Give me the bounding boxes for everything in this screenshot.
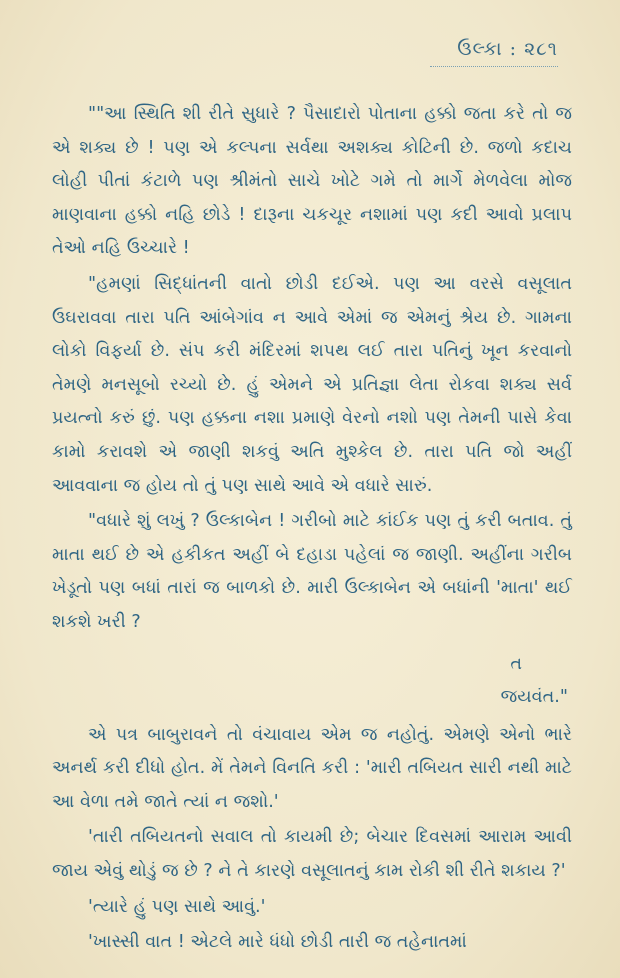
paragraph-3: "વધારે શું લખું ? ઉલ્કાબેન ! ગરીબો માટે કાંઈક પણ તું કરી બતાવ. તું માતા થઈ છે એ હકીકત અહીં બે દહાડા પહેલાં જ જાણી. અહીંના ગરીબ ખેડૂતો પણ બધાં તારાં જ બાળકો છે. મારી ઉલ્કાબેન એ બધાંની 'માતા' થઈ શકશે ખરી ?: [52, 511, 572, 632]
signature-initial: ત: [510, 653, 522, 674]
paragraph-2: "હમણાં સિદ્ધાંતની વાતો છોડી દઈએ. પણ આ વરસે વસૂલાત ઉઘરાવવા તારા પતિ આંબેગાંવ ન આવે એમાં જ એમનું શ્રેય છે. ગામના લોકો વિફર્યા છે. સંપ કરી મંદિરમાં શપથ લઈ તારા પતિનું ખૂન કરવાનો તેમણે મનસૂબો રચ્યો છે. હું એમને એ પ્રતિજ્ઞા લેતા રોકવા શક્ય સર્વ પ્રયત્નો કરું છું. પણ હક્કના નશા પ્રમાણે વેરનો નશો પણ તેમની પાસે કેવા કામો કરાવશે એ જાણી શકવું અતિ મુશ્કેલ છે. તારા પતિ જો અહીં આવવાના જ હોય તો તું પણ સાથે આવે એ વધારે સારું.: [52, 273, 572, 496]
signature-name: જયવંત.": [500, 687, 568, 708]
narration-paragraph-2: 'તારી તબિયતનો સવાલ તો કાયમી છે; બેચાર દિવસમાં આરામ આવી જાય એવું થોડું જ છે ? ને તે કારણે વસૂલાતનું કામ રોકી શી રીતે શકાય ?': [52, 827, 572, 882]
narration-paragraph-3: 'ત્યારે હું પણ સાથે આવું.': [88, 896, 266, 917]
running-head-underline: [430, 66, 558, 67]
narration-paragraph-1: એ પત્ર બાબુરાવને તો વંચાવાય એમ જ નહોતું. એમણે એનો ભારે અનર્થ કરી દીધો હોત. મેં તેમને વિનતિ કરી : 'મારી તબિયત સારી નથી માટે આ વેળા તમે જાતે ત્યાં ન જશો.': [52, 724, 572, 812]
paragraph-1: ""આ સ્થિતિ શી રીતે સુધારે ? પૈસાદારો પોતાના હક્કો જતા કરે તો જ એ શક્ય છે ! પણ એ કલ્પના સર્વથા અશક્ય કોટિની છે. જળો કદાચ લોહી પીતાં કંટાળે પણ શ્રીમંતો સાચે ખોટે ગમે તો માર્ગે મેળવેલા મોજ માણવાના હક્કો નહિ છોડે ! દારૂના ચકચૂર નશામાં પણ કદી આવો પ્રલાપ તેઓ નહિ ઉચ્ચારે !: [52, 104, 572, 259]
narration-paragraph-4: 'ખાસ્સી વાત ! એટલે મારે ધંધો છોડી તારી જ તહેનાતમાં: [88, 932, 467, 953]
running-head: ઉલ્કા : ૨૮૧: [457, 38, 558, 60]
body-text: [52, 98, 572, 960]
